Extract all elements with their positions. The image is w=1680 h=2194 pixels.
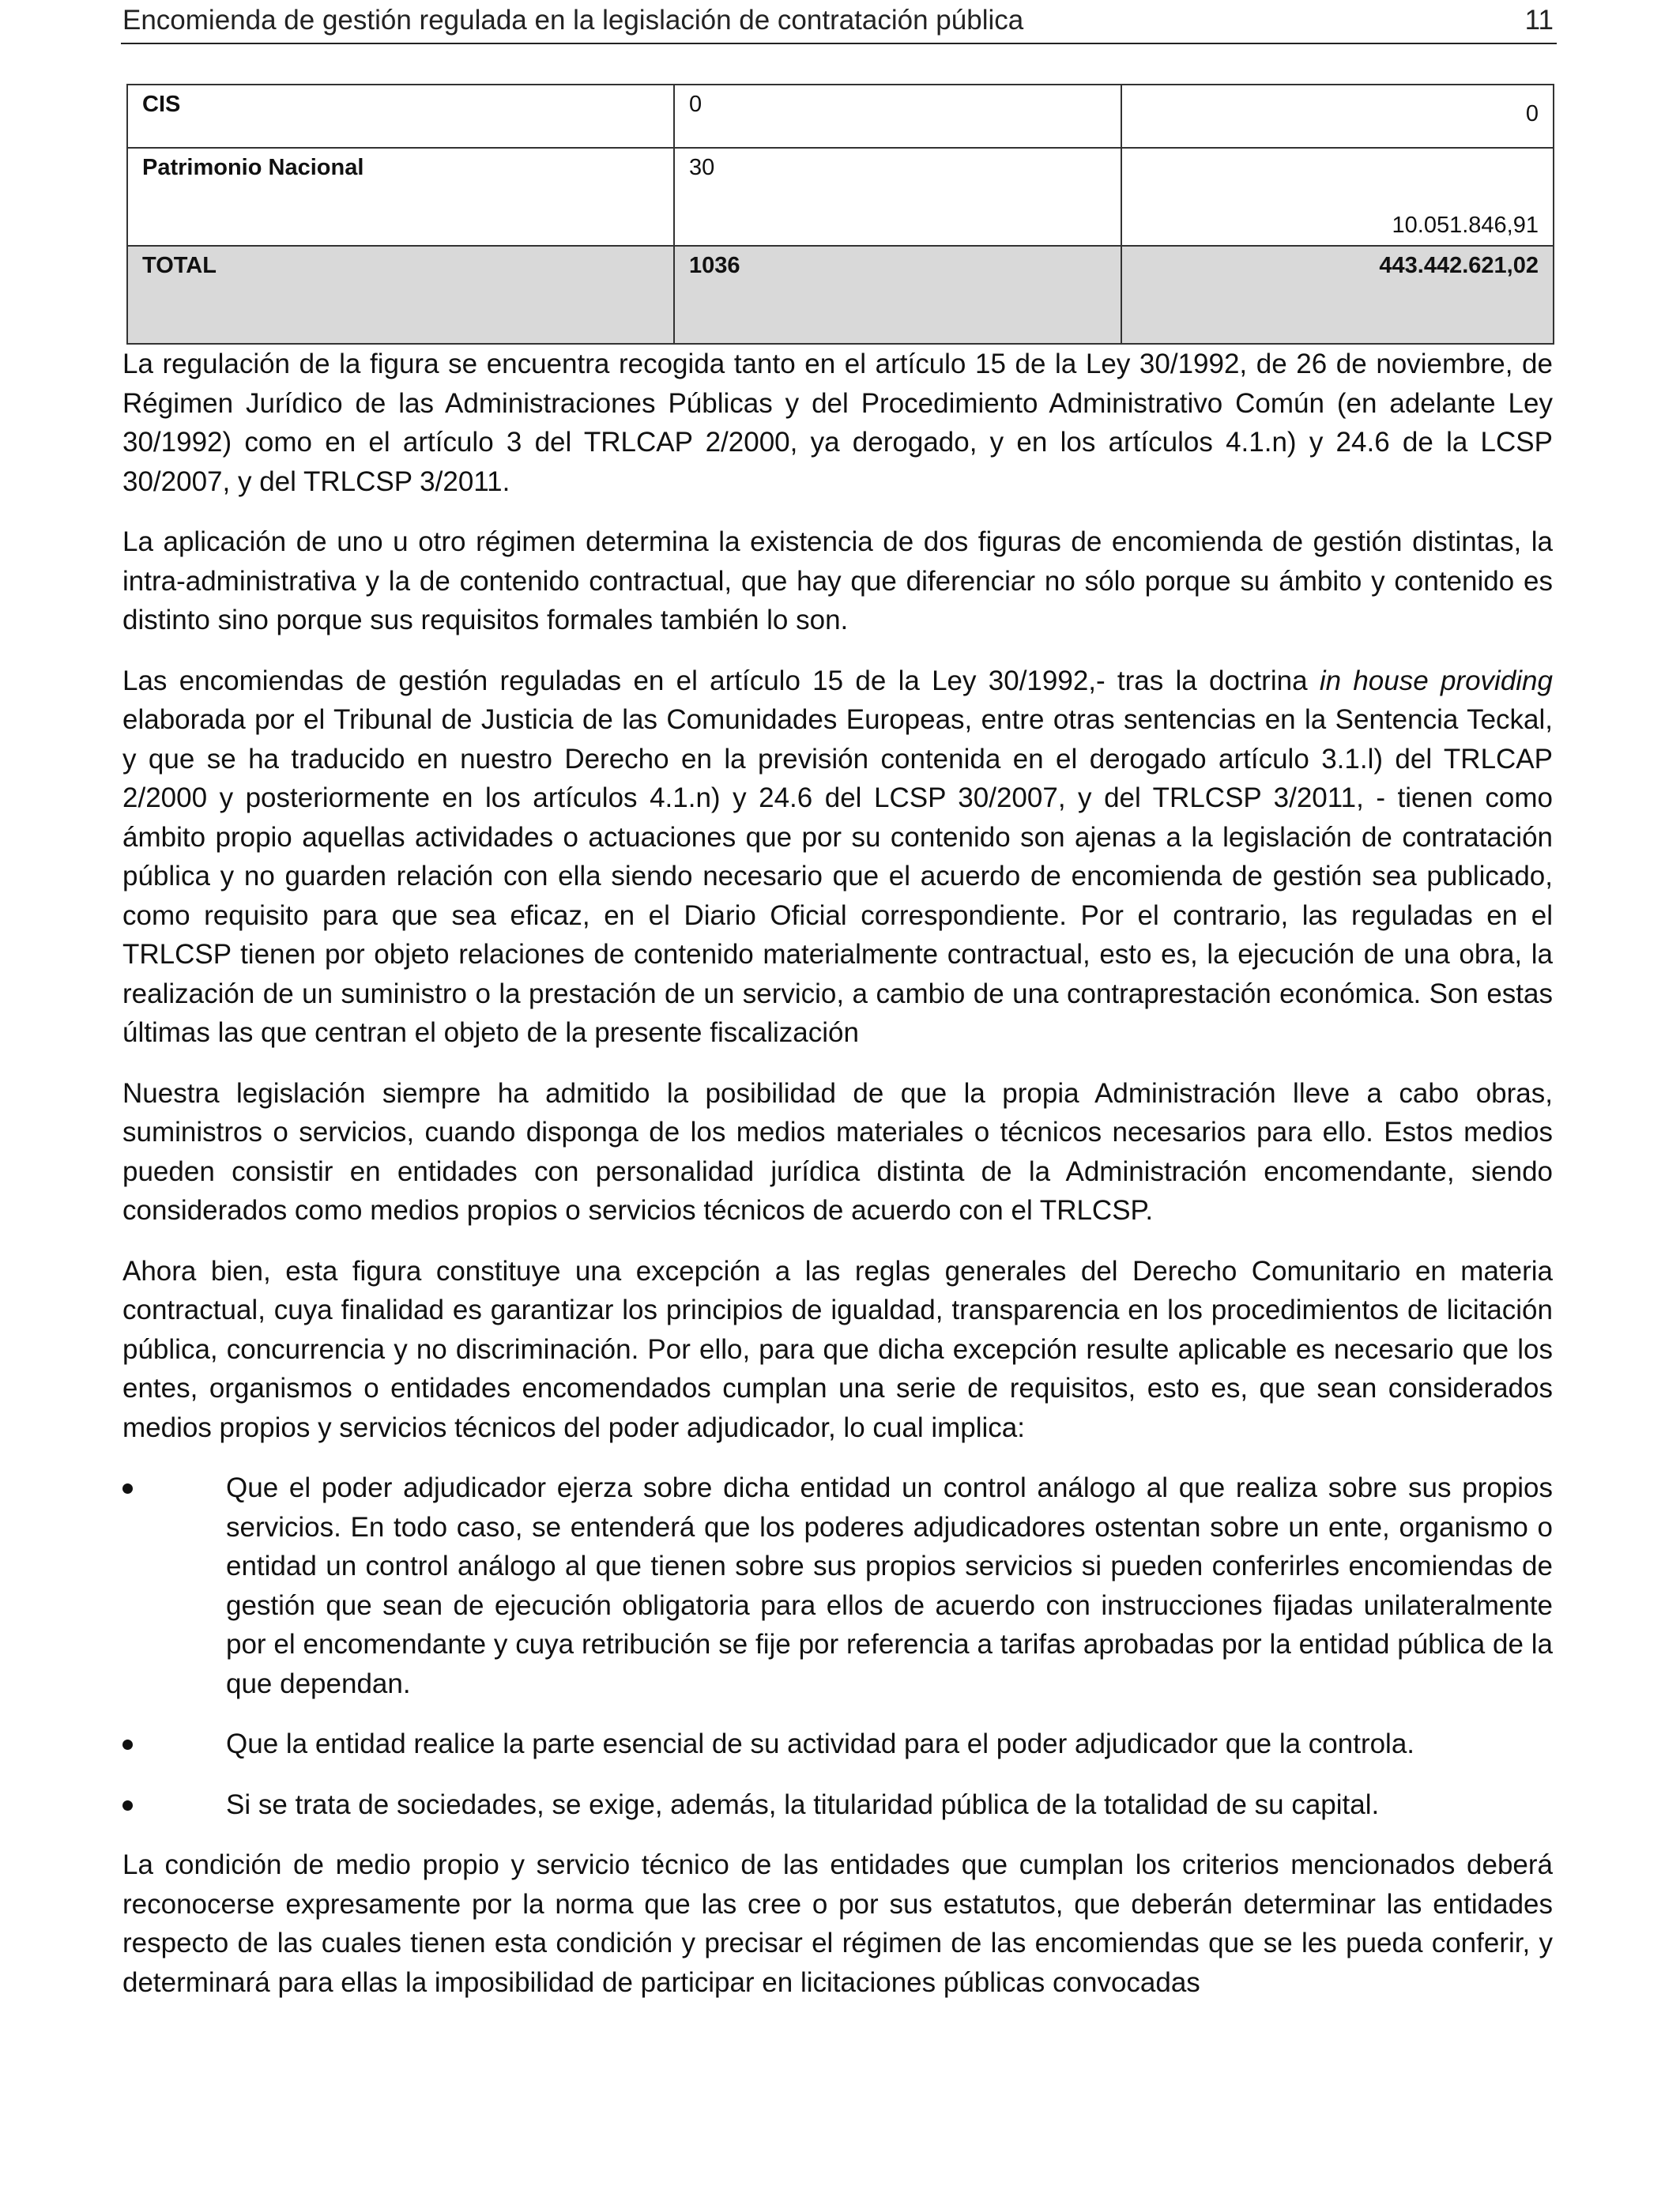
document-body xyxy=(122,345,1553,2023)
table-cell-count: 0 xyxy=(674,85,1121,148)
table-total-amount: 443.442.621,02 xyxy=(1121,246,1554,344)
table-cell-name: Patrimonio Nacional xyxy=(127,148,674,246)
table-total-row xyxy=(127,246,1554,344)
table-total-label: TOTAL xyxy=(127,246,674,344)
table-cell-amount: 0 xyxy=(1121,85,1554,148)
list-item xyxy=(122,1725,1553,1764)
list-item-text: Que el poder adjudicador ejerza sobre dicha entidad un control análogo al que realiza sobre sus propios servicios. En todo caso, se entenderá que los poderes adjudicadores ostentan sobre un ente, organismo o entidad un control análogo al que tienen sobre sus propios servicios si pueden conferirles encomiendas de gestión que sean de ejecución obligatoria para ellos de acuerdo con instrucciones fijadas unilateralmente por el encomendante y cuya retribución se fije por referencia a tarifas aprobadas por la entidad pública de la que dependan. xyxy=(226,1472,1553,1699)
bullet-icon xyxy=(122,1740,133,1750)
paragraph: La condición de medio propio y servicio técnico de las entidades que cumplan los criterios mencionados deberá reconocerse expresamente por la norma que las cree o por sus estatutos, que deberán determinar las entidades respecto de las cuales tienen esta condición y precisar el régimen de las encomiendas que se les pueda conferir, y determinará para ellas la imposibilidad de participar en licitaciones públicas convocadas xyxy=(122,1849,1553,1998)
table-cell-name: CIS xyxy=(127,85,674,148)
table-cell-amount: 10.051.846,91 xyxy=(1121,148,1554,246)
header-title: Encomienda de gestión regulada en la legislación de contratación pública xyxy=(122,5,1024,36)
list-item-text: Si se trata de sociedades, se exige, además, la titularidad pública de la totalidad de su capital. xyxy=(226,1789,1380,1820)
paragraph-text: Las encomiendas de gestión reguladas en el artículo 15 de la Ley 30/1992,- tras la doctrina xyxy=(122,665,1308,696)
page-number: 11 xyxy=(1524,5,1554,36)
requirements-list xyxy=(122,1468,1553,1824)
paragraph: Ahora bien, esta figura constituye una excepción a las reglas generales del Derecho Comunitario en materia contractual, cuya finalidad es garantizar los principios de igualdad, transparencia en los procedimientos de licitación pública, concurrencia y no discriminación. Por ello, para que dicha excepción resulte aplicable es necesario que los entes, organismos o entidades encomendados cumplan una serie de requisitos, esto es, que sean considerados medios propios y servicios técnicos del poder adjudicador, lo cual implica: xyxy=(122,1255,1553,1443)
list-item xyxy=(122,1785,1553,1825)
paragraph xyxy=(122,662,1553,1053)
bullet-icon xyxy=(122,1483,133,1494)
table-cell-count: 30 xyxy=(674,148,1121,246)
paragraph: La aplicación de uno u otro régimen determina la existencia de dos figuras de encomienda de gestión distintas, la intra-administrativa y la de contenido contractual, que hay que diferenciar no sólo porque su ámbito y contenido es distinto sino porque sus requisitos formales también lo son. xyxy=(122,526,1553,635)
page-header xyxy=(121,0,1557,44)
table-row xyxy=(127,85,1554,148)
table-total-count: 1036 xyxy=(674,246,1121,344)
italic-term: in house providing xyxy=(1319,665,1553,696)
data-table xyxy=(126,84,1554,345)
paragraph: Nuestra legislación siempre ha admitido la posibilidad de que la propia Administración lleve a cabo obras, suministros o servicios, cuando disponga de los medios materiales o técnicos necesarios para ello. Estos medios pueden consistir en entidades con personalidad jurídica distinta de la Administración encomendante, siendo considerados como medios propios o servicios técnicos de acuerdo con el TRLCSP. xyxy=(122,1077,1553,1226)
paragraph: La regulación de la figura se encuentra recogida tanto en el artículo 15 de la Ley 30/1992, de 26 de noviembre, de Régimen Jurídico de las Administraciones Públicas y del Procedimiento Administrativo Común (en adelante Ley 30/1992) como en el artículo 3 del TRLCAP 2/2000, ya derogado, y en los artículos 4.1.n) y 24.6 de la LCSP 30/2007, y del TRLCSP 3/2011. xyxy=(122,349,1553,497)
list-item-text: Que la entidad realice la parte esencial de su actividad para el poder adjudicador que la controla. xyxy=(226,1728,1415,1759)
list-item xyxy=(122,1468,1553,1703)
paragraph-text: elaborada por el Tribunal de Justicia de las Comunidades Europeas, entre otras sentencias en la Sentencia Teckal, y que se ha traducido en nuestro Derecho en la previsión contenida en el derogado artículo 3.1.l) del TRLCAP 2/2000 y posteriormente en los artículos 4.1.n) y 24.6 del LCSP 30/2007, y del TRLCSP 3/2011, - tienen como ámbito propio aquellas actividades o actuaciones que por su contenido son ajenas a la legislación de contratación pública y no guarden relación con ella siendo necesario que el acuerdo de encomienda de gestión sea publicado, como requisito para que sea eficaz, en el Diario Oficial correspondiente. Por el contrario, las reguladas en el TRLCSP tienen por objeto relaciones de contenido materialmente contractual, esto es, la ejecución de una obra, la realización de un suministro o la prestación de un servicio, a cambio de una contraprestación económica. Son estas últimas las que centran el objeto de la presente fiscalización xyxy=(122,704,1553,1048)
bullet-icon xyxy=(122,1800,133,1811)
table-row xyxy=(127,148,1554,246)
